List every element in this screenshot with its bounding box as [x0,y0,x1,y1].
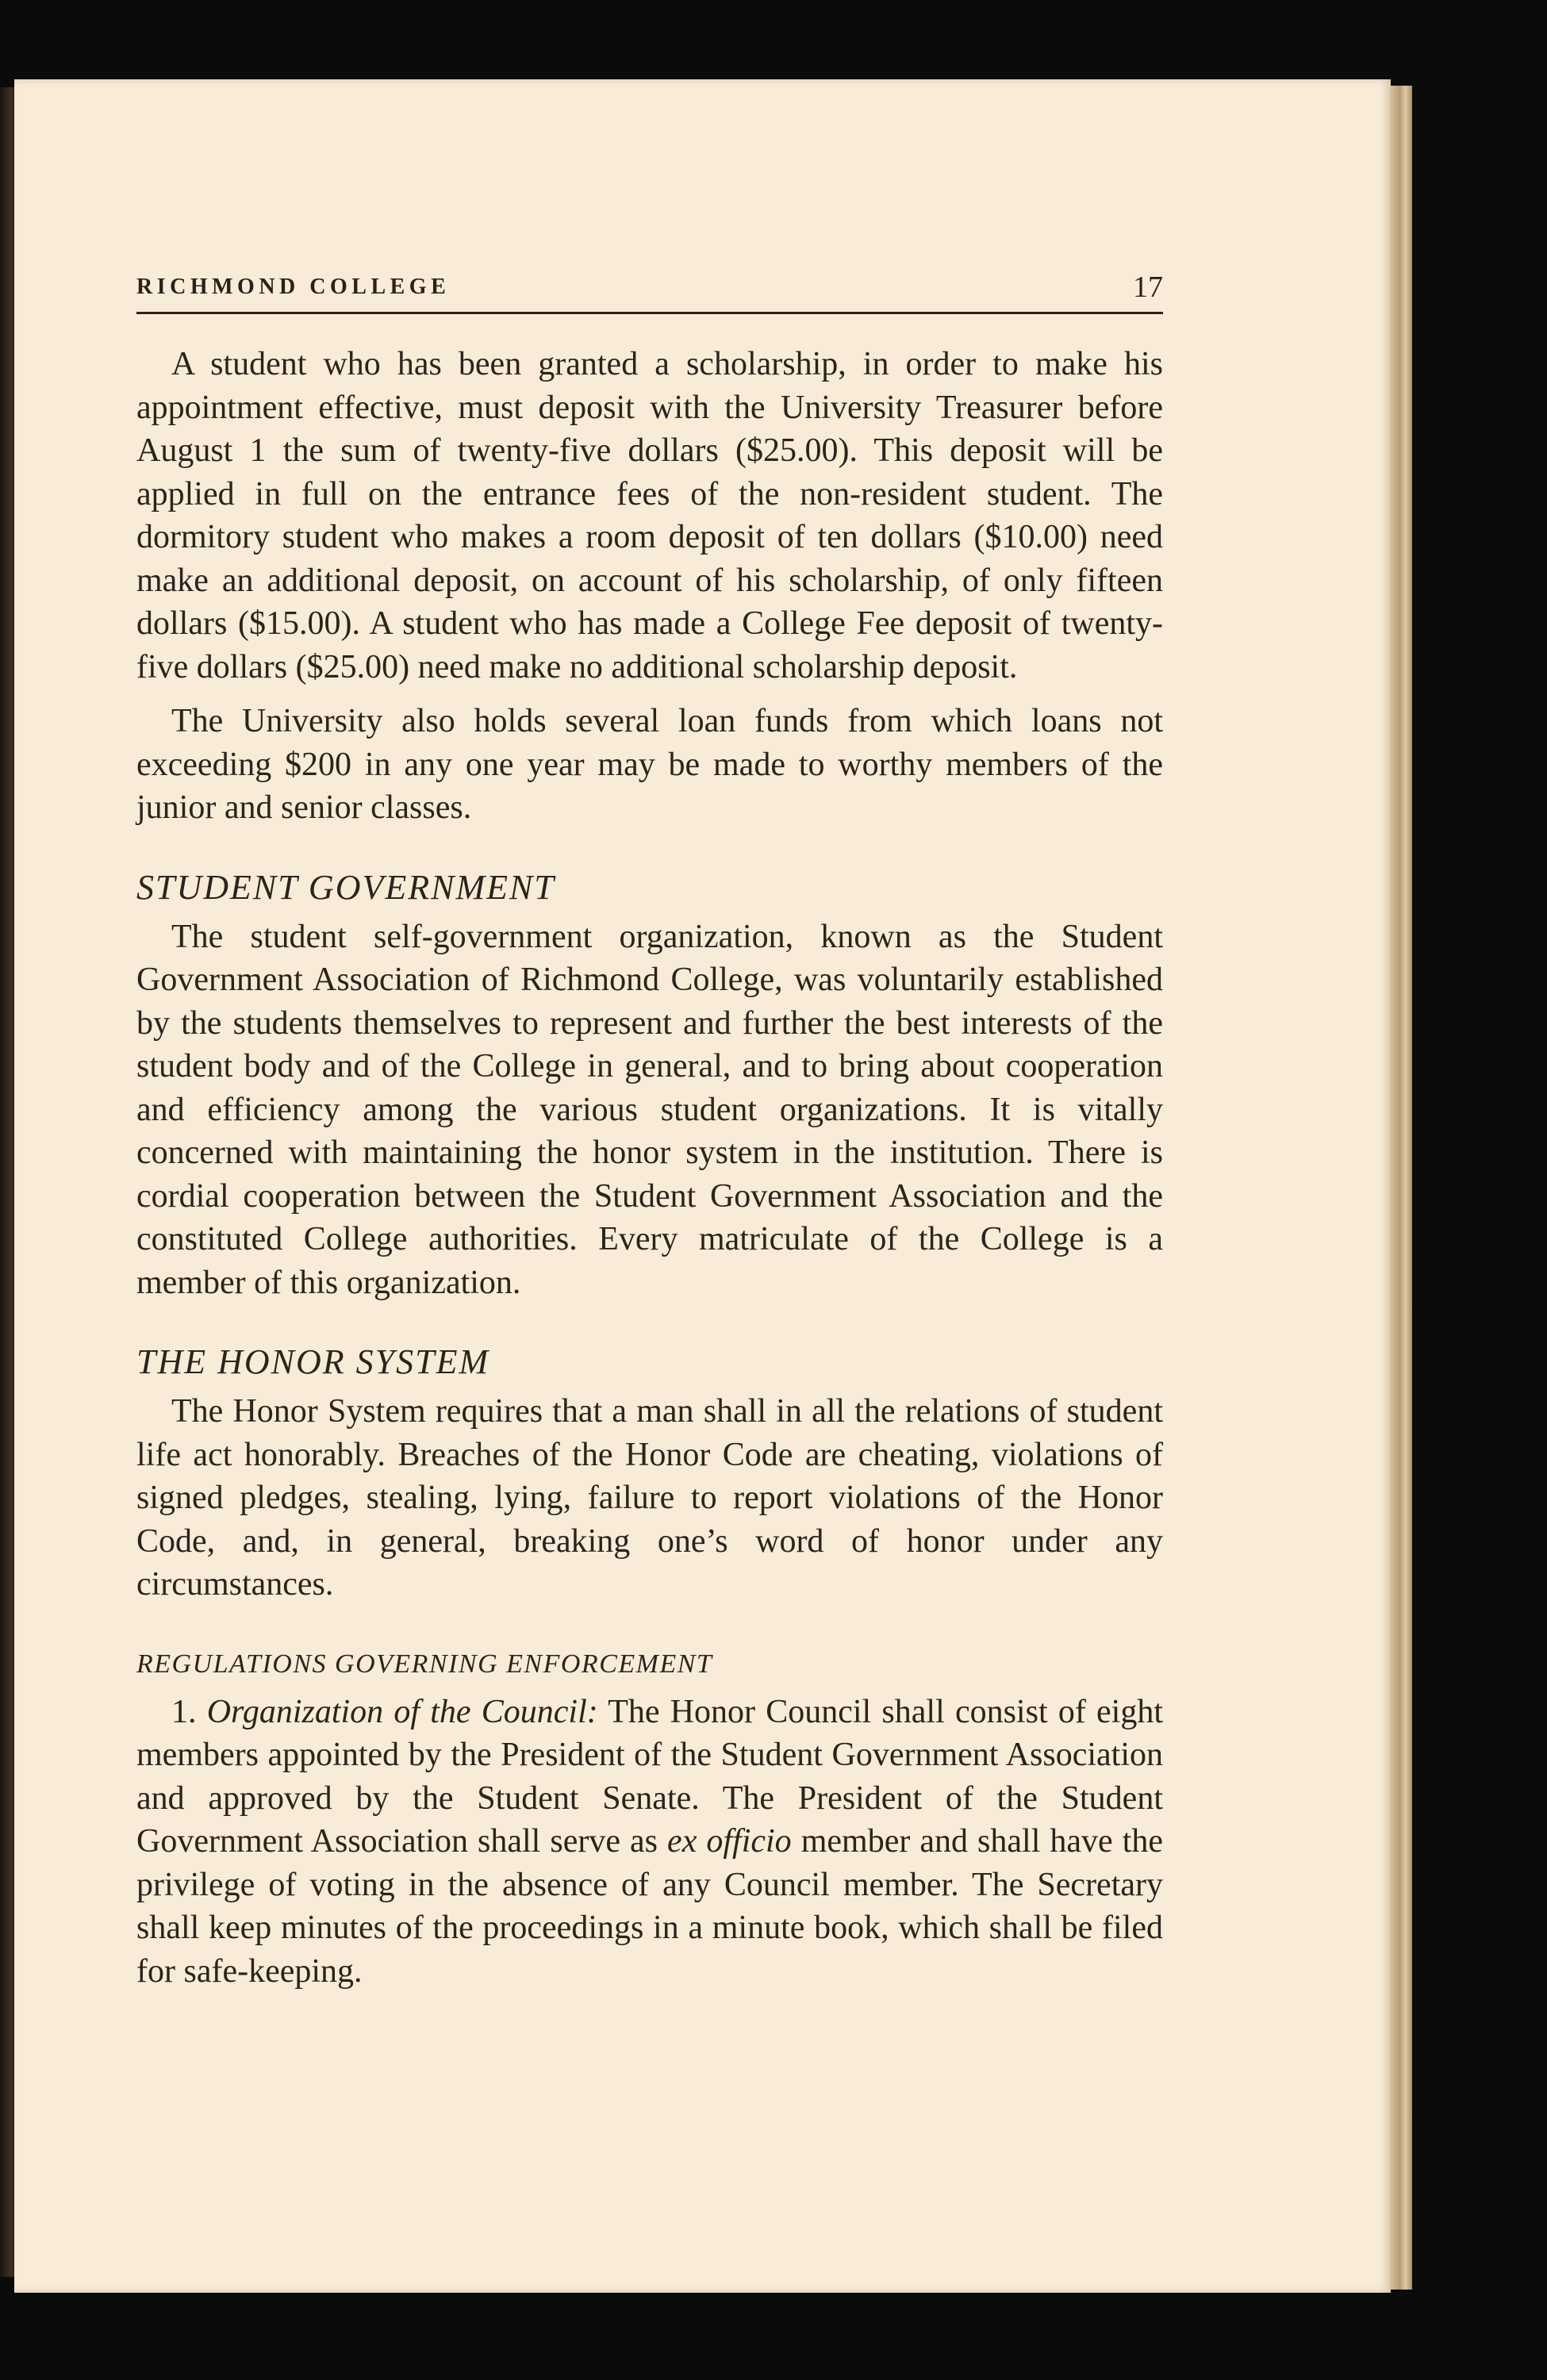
header-rule [136,312,1163,314]
item-number: 1. [171,1693,197,1730]
honor-system-paragraph: The Honor System requires that a man shall in all the relations of student life act honorably. Breaches of the Honor Code are cheating, violations of signed pledges, stealing, lying, failure to report violations of the Honor Code, and, in general, breaking one’s word of honor under any circumstances. [136,1393,1163,1603]
item-text-a: The Honor Council shall consist of eight members appointed by the President of the Student Government Association and approved by the Student Senate. The President of the Student Government Association shall serve as [136,1693,1163,1860]
page-stack-edge [1390,86,1412,2290]
section-heading-honor-system: THE HONOR SYSTEM [136,1342,490,1381]
running-head [136,270,1163,311]
loan-funds-paragraph: The University also holds several loan funds from which loans not exceeding $200 in any one year may be made to worthy members of the junior and senior classes. [136,703,1163,826]
page-number: 17 [1133,271,1163,304]
subsection-heading-regulations: REGULATIONS GOVERNING ENFORCEMENT [136,1649,713,1679]
item-text-b: member and shall have the privilege of voting in the absence of any Council member. The Secretary shall keep minutes of the proceedings in a minute book, which shall be filed for safe-keeping. [136,1823,1164,1990]
scholarship-deposit-paragraph: A student who has been granted a scholarship, in order to make his appointment effective, must deposit with the University Treasurer before August 1 the sum of twenty-five dollars ($25.00). This deposit will be applied in full on the entrance fees of the non-resident student. The dormitory student who makes a room deposit of ten dollars ($10.00) need make an additional deposit, on account of his scholarship, of only fifteen dollars ($15.00). A student who has made a College Fee deposit of twenty-five dollars ($25.00) need make no additional scholarship deposit. [136,346,1163,685]
page-body [136,343,1163,2004]
item-ex-officio: ex officio [667,1823,792,1860]
running-title: RICHMOND COLLEGE [136,274,451,299]
regulation-item-1 [136,1691,1163,1994]
item-title: Organization of the Council: [206,1693,598,1730]
student-government-paragraph: The student self-government organization, known as the Student Government Association of Richmond College, was voluntarily established by the students themselves to represent and further the best interests of the student body and of the College in general, and to bring about cooperation and efficiency among the various student organizations. It is vitally concerned with maintaining the honor system in the institution. There is cordial cooperation between the Student Government Association and the constituted College authorities. Every matriculate of the College is a member of this organization. [136,918,1163,1301]
section-heading-student-government: STUDENT GOVERNMENT [136,867,555,907]
